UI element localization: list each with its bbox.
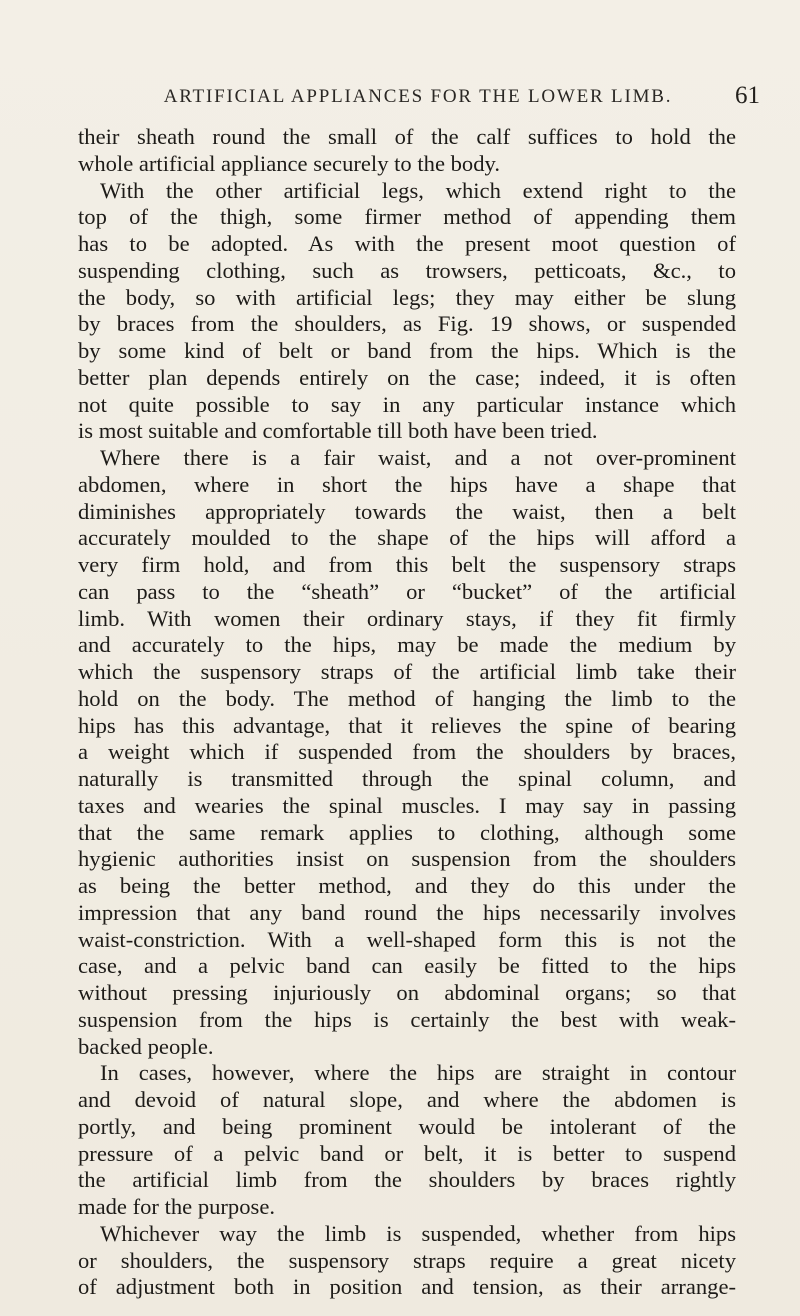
- text-line: waist-constriction. With a well-shaped form this is not the: [78, 926, 736, 952]
- text-line: without pressing injuriously on abdominal organs; so that: [78, 980, 736, 1005]
- text-line: limb. With women their ordinary stays, if they fit firmly: [78, 605, 736, 631]
- text-line: case, and a pelvic band can easily be fitted to the hips: [78, 953, 736, 979]
- text-line: has to be adopted. As with the present moot question of: [78, 231, 736, 256]
- text-line: top of the thigh, some firmer method of appending them: [78, 204, 736, 230]
- body-text: [78, 124, 736, 1301]
- running-title: ARTIFICIAL APPLIANCES FOR THE LOWER LIMB.: [163, 86, 673, 107]
- text-line: accurately moulded to the shape of the hips will afford a: [78, 525, 736, 551]
- text-line: not quite possible to say in any particular instance which: [78, 391, 736, 417]
- text-line: suspension from the hips is certainly the best with weak-: [78, 1006, 736, 1032]
- text-line: very firm hold, and from this belt the suspensory straps: [78, 552, 736, 577]
- text-line: hips has this advantage, that it relieves the spine of bearing: [78, 712, 736, 738]
- text-line: a weight which if suspended from the shoulders by braces,: [78, 739, 736, 765]
- text-line: suspending clothing, such as trowsers, petticoats, &c., to: [78, 257, 736, 283]
- text-line: hold on the body. The method of hanging the limb to the: [78, 685, 736, 711]
- text-line: and devoid of natural slope, and where the abdomen is: [78, 1087, 736, 1112]
- text-line: diminishes appropriately towards the waist, then a belt: [78, 498, 736, 524]
- text-line: Where there is a fair waist, and a not over-prominent: [100, 445, 736, 470]
- text-line: of adjustment both in position and tension, as their arrange-: [78, 1274, 736, 1300]
- text-line: and accurately to the hips, may be made the medium by: [78, 632, 736, 658]
- text-line: whole artificial appliance securely to the body.: [78, 150, 500, 176]
- text-line: is most suitable and comfortable till both have been tried.: [78, 418, 598, 444]
- text-line: impression that any band round the hips necessarily involves: [78, 899, 736, 925]
- text-line: pressure of a pelvic band or belt, it is better to suspend: [78, 1140, 736, 1166]
- text-line: In cases, however, where the hips are straight in contour: [100, 1060, 736, 1086]
- text-line: that the same remark applies to clothing, although some: [78, 819, 736, 845]
- text-line: hygienic authorities insist on suspension from the shoulders: [78, 846, 736, 872]
- text-line: better plan depends entirely on the case; indeed, it is often: [78, 364, 736, 390]
- text-line: made for the purpose.: [78, 1194, 276, 1219]
- page-number: 61: [735, 82, 760, 109]
- text-line: With the other artificial legs, which extend right to the: [100, 177, 736, 203]
- text-line: naturally is transmitted through the spinal column, and: [78, 766, 736, 791]
- text-line: the body, so with artificial legs; they may either be slung: [78, 284, 736, 310]
- text-line: as being the better method, and they do this under the: [78, 873, 736, 898]
- text-line: or shoulders, the suspensory straps require a great nicety: [78, 1247, 736, 1273]
- running-header: [100, 82, 760, 110]
- text-line: the artificial limb from the shoulders by braces rightly: [78, 1167, 736, 1193]
- text-line: can pass to the “sheath” or “bucket” of the artificial: [78, 578, 736, 604]
- text-line: by braces from the shoulders, as Fig. 19 shows, or suspended: [78, 311, 736, 337]
- text-line: which the suspensory straps of the artificial limb take their: [78, 659, 736, 684]
- text-line: abdomen, where in short the hips have a shape that: [78, 471, 736, 497]
- text-line: by some kind of belt or band from the hips. Which is the: [78, 338, 736, 363]
- text-line: their sheath round the small of the calf suffices to hold the: [78, 124, 736, 149]
- text-line: taxes and wearies the spinal muscles. I may say in passing: [78, 792, 736, 818]
- text-line: portly, and being prominent would be intolerant of the: [78, 1113, 736, 1139]
- text-line: Whichever way the limb is suspended, whether from hips: [100, 1220, 736, 1246]
- text-line: backed people.: [78, 1033, 214, 1059]
